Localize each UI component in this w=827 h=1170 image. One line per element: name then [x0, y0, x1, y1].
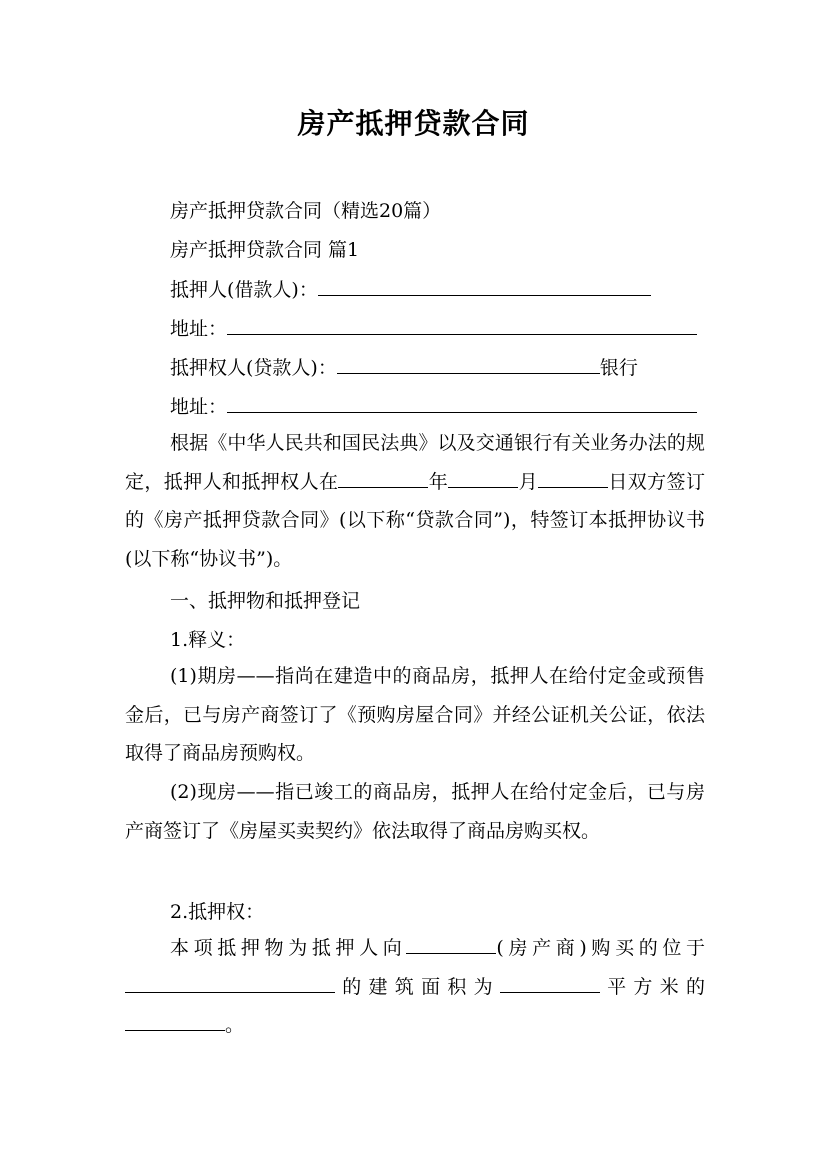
- mortgagee-label: 抵押权人(贷款人)：: [170, 357, 337, 379]
- address-line: [170, 316, 697, 341]
- mortgagee-blank: [337, 355, 600, 374]
- address2-blank: [227, 394, 697, 413]
- mortgagor-label: 抵押人(借款人)：: [170, 279, 318, 301]
- definition-2: (2)现房——指已竣工的商品房，抵押人在给付定金后，已与房产商签订了《房屋买卖契约》依法取得了商品房购买权。: [125, 781, 705, 842]
- mortgagee-line: [170, 355, 638, 380]
- property-text-4: 平方米的: [599, 975, 705, 998]
- clause1-1-heading: 1.释义：: [170, 629, 246, 651]
- intro-blank-year: [448, 469, 518, 488]
- property-blank-location: [125, 974, 335, 993]
- definition-1: (1)期房——指尚在建造中的商品房，抵押人在给付定金或预售金后，已与房产商签订了《预购房屋合同》并经公证机关公证，依法取得了商品房预购权。: [125, 665, 705, 764]
- intro-blank-month: [538, 469, 608, 488]
- intro-year: 年: [428, 470, 449, 493]
- intro-blank-date: [338, 469, 428, 488]
- clause1-2-heading: 2.抵押权：: [170, 901, 265, 923]
- intro-month: 月: [518, 470, 538, 493]
- intro-paragraph: [125, 424, 705, 578]
- intro-text-1: 根据《中华人民共和国民法典》以及交通银行有关业务办法的规定，抵押人和抵押权人在: [125, 432, 705, 493]
- property-end: 。: [225, 1014, 245, 1036]
- property-text-3: 的建筑面积为: [335, 975, 500, 998]
- subtitle: 房产抵押贷款合同（精选20篇）: [170, 200, 442, 222]
- intro-text-2: 日双方签订的《房产抵押贷款合同》(以下称“贷款合同”)，特签订本抵押协议书(以下称“协议书”)。: [125, 470, 705, 570]
- mortgagor-line: [170, 277, 651, 302]
- mortgagee-suffix: 银行: [599, 357, 638, 379]
- address-blank: [227, 316, 697, 335]
- property-blank-type: [125, 1012, 225, 1031]
- address2-line: [170, 394, 697, 419]
- property-blank-area: [500, 974, 600, 993]
- section-heading: 房产抵押贷款合同 篇1: [170, 239, 360, 261]
- mortgagor-blank: [318, 277, 651, 296]
- property-text-1: 本项抵押物为抵押人向: [170, 937, 407, 959]
- property-text-2: (房产商)购买的位于: [496, 937, 705, 959]
- address2-label: 地址：: [170, 396, 228, 418]
- document-title: 房产抵押贷款合同: [297, 107, 530, 140]
- address-label: 地址：: [170, 318, 228, 340]
- property-paragraph: [125, 929, 705, 1045]
- property-blank-developer: [406, 935, 496, 954]
- clause1-heading: 一、抵押物和抵押登记: [170, 590, 361, 612]
